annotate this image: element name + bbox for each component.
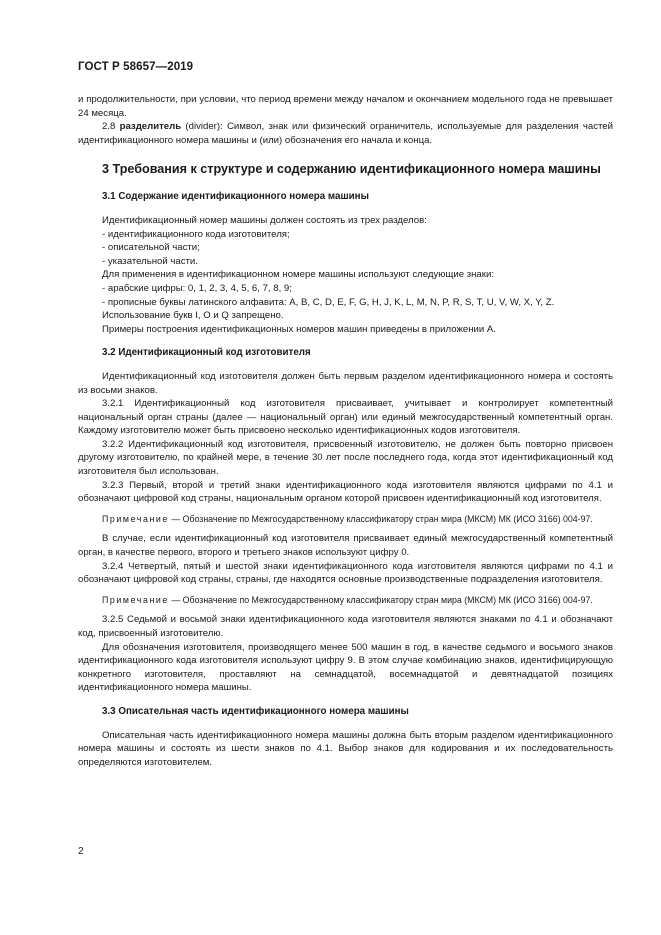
paragraph-3-3-a: Описательная часть идентификационного номера машины должна быть вторым разделом идентификационного номера машины и состоять из шести знаков по 4.1. Выбор знаков для кодирования и их последовательность определяются изготовителем.	[78, 729, 613, 768]
paragraph-3-2-3: 3.2.3 Первый, второй и третий знаки идентификационного кода изготовителя являются цифрами по 4.1 и обозначают цифровой код страны, национальным органом которой присвоен идентификационный код изготовителя.	[78, 479, 613, 505]
paragraph-3-1-b: Для применения в идентификационном номере машины используют следующие знаки:	[102, 269, 494, 281]
paragraph-3-1-c: Использование букв I, O и Q запрещено.	[102, 310, 284, 322]
paragraph-3-1-d: Примеры построения идентификационных номеров машин приведены в приложении А.	[102, 323, 496, 335]
paragraph-3-2-5-b: Для обозначения изготовителя, производящего менее 500 машин в год, в качестве седьмого и восьмого знаков идентификационного кода изготовителя используют цифру 9. В этом случае комбинацию знаков, идентифицирующую конкретного изготовителя, проставляют на семнадцатой, восемнадцатой и девятнадцатой позициях идентификационного номера машины.	[78, 641, 613, 694]
definition-2-8	[78, 120, 613, 147]
definition-term: разделитель	[119, 121, 182, 133]
paragraph-continuation: и продолжительности, при условии, что период времени между началом и окончанием модельного года не превышает 24 месяца.	[78, 94, 613, 119]
definition-text: (divider): Символ, знак или физический ограничитель, используемые для разделения частей идентификационного номера машины и (или) обозначения его начала и конца.	[78, 121, 613, 146]
document-body	[78, 93, 613, 769]
section-3-2-title: 3.2 Идентификационный код изготовителя	[102, 347, 311, 359]
note-label: Примечание	[102, 513, 169, 524]
paragraph-3-2-5: 3.2.5 Седьмой и восьмой знаки идентификационного кода изготовителя являются знаками по 4.1 и обозначают код, присвоенный изготовителю.	[78, 614, 613, 639]
note-2	[78, 594, 613, 607]
document-header: ГОСТ Р 58657—2019	[78, 61, 194, 73]
list-item: - арабские цифры: 0, 1, 2, 3, 4, 5, 6, 7, 8, 9;	[102, 282, 292, 294]
list-item: - описательной части;	[102, 242, 200, 254]
paragraph-3-2-4: 3.2.4 Четвертый, пятый и шестой знаки идентификационного кода изготовителя являются цифрами по 4.1 и обозначают цифровой код страны, страны, где находятся основные производственные подразделения изготовителя.	[78, 560, 613, 586]
note-text: — Обозначение по Межгосударственному классификатору стран мира (МКСМ) МК (ИСО 3166) 004-97.	[168, 594, 593, 605]
paragraph-3-2-1: 3.2.1 Идентификационный код изготовителя присваивает, учитывает и контролирует компетентный национальный орган страны (далее — национальный орган) или единый межгосударственный компетентный орган. Каждому изготовителю может быть присвоено несколько идентификационных кодов изготовителя.	[78, 398, 613, 437]
note-label: Примечание	[102, 594, 169, 605]
paragraph-3-1-a: Идентификационный номер машины должен состоять из трех разделов:	[102, 214, 427, 226]
list-item: - прописные буквы латинского алфавита: A, B, C, D, E, F, G, H, J, K, L, M, N, P, R, S, T, U, V, W, X, Y, Z.	[102, 296, 555, 308]
section-3-3-title: 3.3 Описательная часть идентификационного номера машины	[102, 705, 409, 717]
list-item: - указательной части.	[102, 255, 198, 267]
paragraph-3-2-3-b: В случае, если идентификационный код изготовителя присваивает единый межгосударственный компетентный орган, в качестве первого, второго и третьего знаков используют цифру 0.	[78, 533, 613, 559]
list-item: - идентификационного кода изготовителя;	[102, 228, 290, 240]
section-3-title: 3 Требования к структуре и содержанию идентификационного номера машины	[102, 162, 601, 177]
note-text: — Обозначение по Межгосударственному классификатору стран мира (МКСМ) МК (ИСО 3166) 004-97.	[168, 513, 593, 524]
note-1	[78, 513, 613, 526]
definition-number: 2.8	[102, 121, 120, 133]
section-3-1-title: 3.1 Содержание идентификационного номера машины	[102, 191, 369, 203]
paragraph-3-2-2: 3.2.2 Идентификационный код изготовителя, присвоенный изготовителю, не должен быть повторно присвоен другому изготовителю, по крайней мере, в течение 30 лет после последнего года, когда этот идентификационный код изготовителя был использован.	[78, 438, 613, 478]
paragraph-3-2-a: Идентификационный код изготовителя должен быть первым разделом идентификационного номера и состоять из восьми знаков.	[78, 370, 613, 396]
page-number: 2	[78, 846, 84, 857]
